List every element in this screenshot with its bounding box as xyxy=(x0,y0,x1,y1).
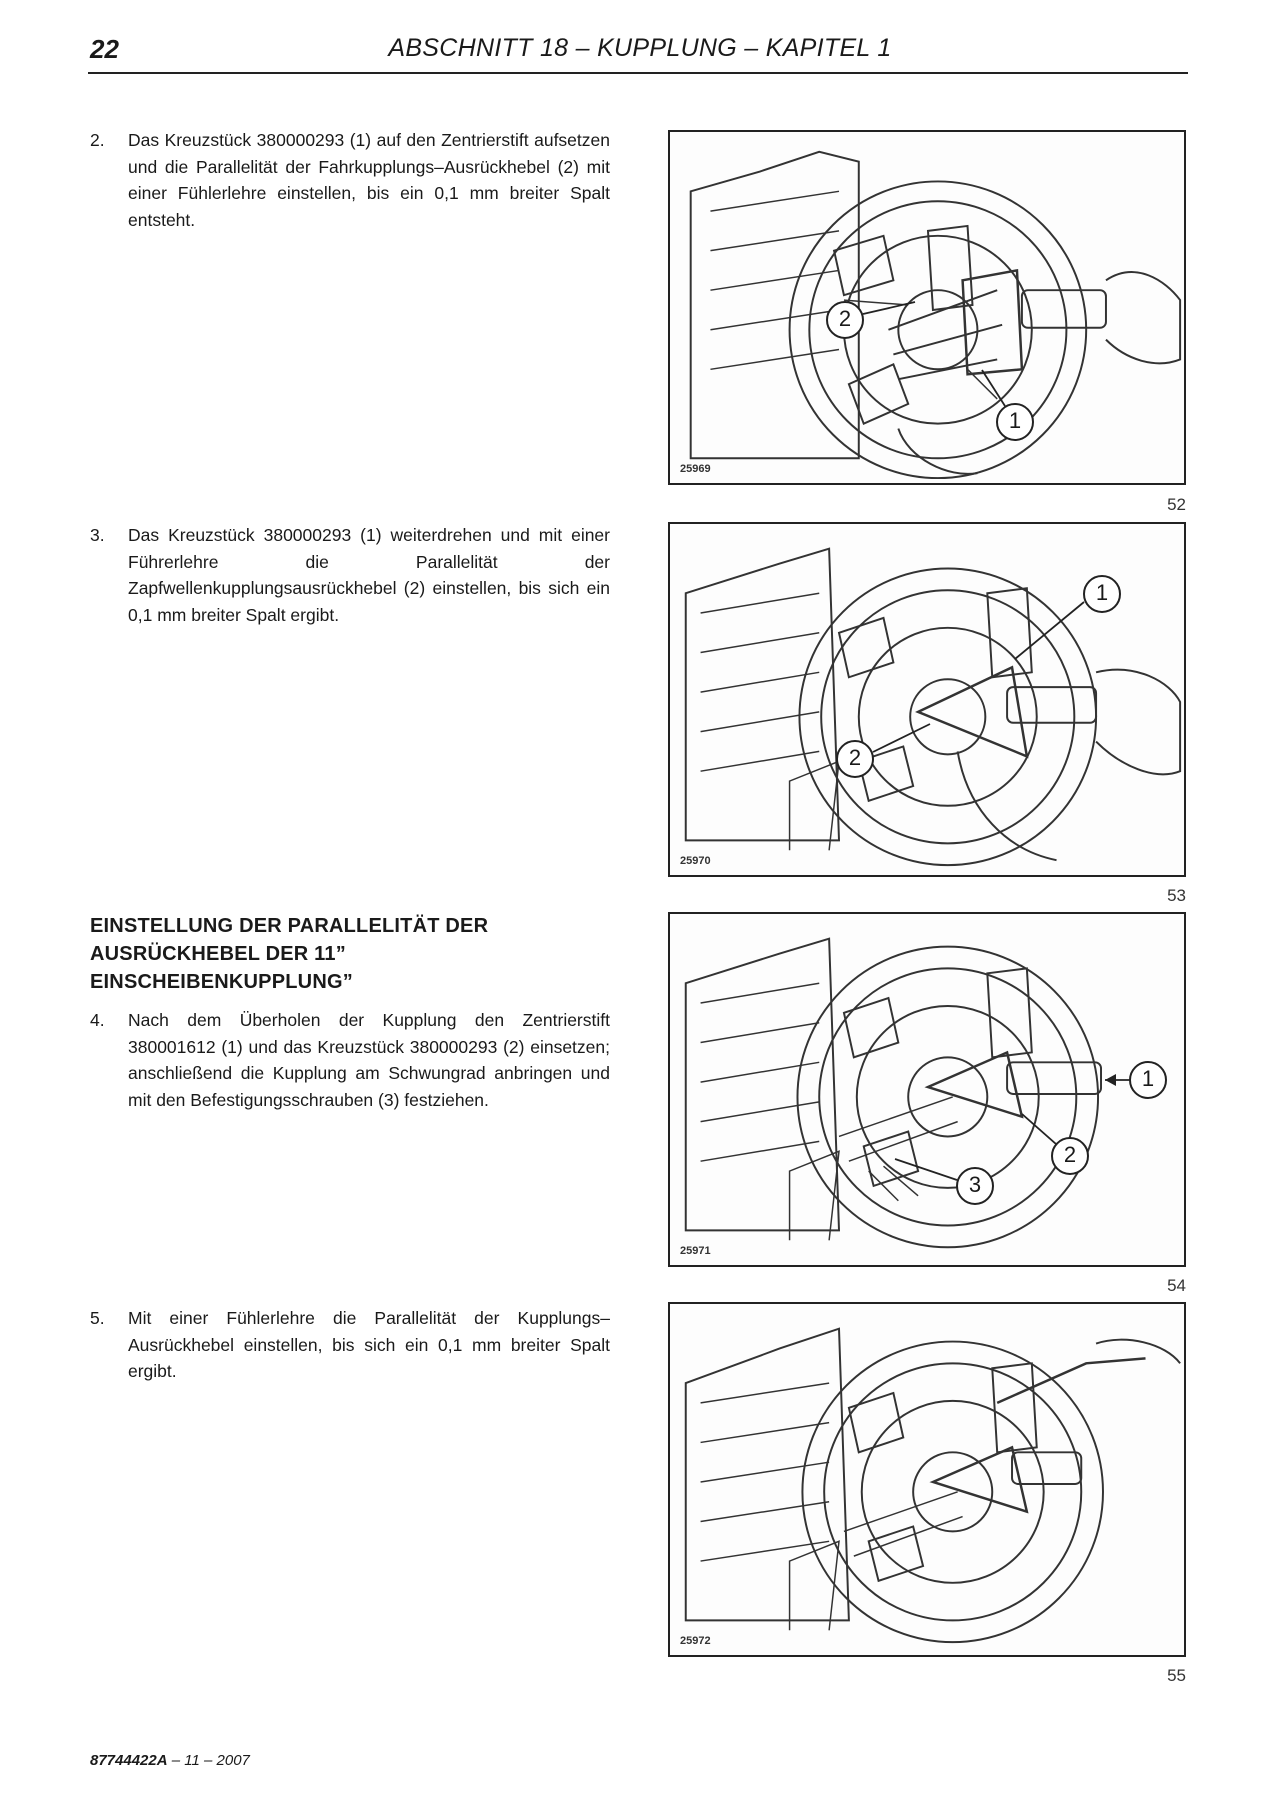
callout-label: 2 xyxy=(848,745,862,770)
figure-number: 55 xyxy=(1167,1666,1186,1685)
page-title: ABSCHNITT 18 – KUPPLUNG – KAPITEL 1 xyxy=(388,34,892,62)
figure-number: 52 xyxy=(1167,495,1186,514)
callout-layer xyxy=(670,132,1186,485)
callout-layer xyxy=(670,524,1186,877)
figure-id: 25972 xyxy=(680,1635,711,1647)
figure-52 xyxy=(668,130,1186,485)
clutch-illustration xyxy=(670,1304,1184,1655)
step-text: Mit einer Fühlerlehre die Parallelität der Kupplungs–Ausrückhebel einstellen, bis sich ein 0,1 mm breiter Spalt ergibt. xyxy=(128,1308,610,1381)
callout-label: 3 xyxy=(968,1172,982,1197)
step-number: 2. xyxy=(90,130,105,150)
step-text: Das Kreuzstück 380000293 (1) auf den Zentrierstift aufsetzen und die Parallelität der Fahrkupplungs–Ausrückhebel (2) mit einer Fühlerlehre einstellen, bis ein 0,1 mm breiter Spalt entsteht. xyxy=(128,130,610,230)
callout-label: 1 xyxy=(1008,408,1022,433)
figure-number: 54 xyxy=(1167,1276,1186,1295)
callout-label: 2 xyxy=(838,306,852,331)
step-text: Nach dem Überholen der Kupplung den Zentrierstift 380001612 (1) und das Kreuzstück 380000293 (2) einsetzen; anschließend die Kupplung am Schwungrad anbringen und mit den Befestigungsschrauben (3) festziehen. xyxy=(128,1010,610,1110)
page-number: 22 xyxy=(90,34,119,64)
callout-label: 1 xyxy=(1095,580,1109,605)
callout-layer xyxy=(670,914,1186,1267)
footer xyxy=(90,1752,250,1769)
figure-id: 25971 xyxy=(680,1245,711,1257)
doc-date: – 11 – 2007 xyxy=(167,1752,250,1769)
step-text: Das Kreuzstück 380000293 (1) weiterdrehen und mit einer Führerlehre die Parallelität der Zapfwellenkupplungsausrückhebel (2) einstellen, bis sich ein 0,1 mm breiter Spalt ergibt. xyxy=(128,525,610,625)
step-3 xyxy=(90,522,610,628)
section-heading-line: AUSRÜCKHEBEL DER 11” xyxy=(90,943,346,965)
section-heading xyxy=(90,912,610,996)
figure-number: 53 xyxy=(1167,886,1186,905)
header-rule xyxy=(88,72,1188,74)
step-5 xyxy=(90,1305,610,1385)
step-2 xyxy=(90,127,610,233)
step-number: 3. xyxy=(90,525,105,545)
doc-code: 87744422A xyxy=(90,1752,168,1769)
figure-55 xyxy=(668,1302,1186,1657)
step-number: 5. xyxy=(90,1308,105,1328)
figure-id: 25970 xyxy=(680,855,711,867)
step-4 xyxy=(90,1007,610,1113)
step-number: 4. xyxy=(90,1010,105,1030)
section-heading-line: EINSCHEIBENKUPPLUNG” xyxy=(90,971,353,993)
figure-id: 25969 xyxy=(680,463,711,475)
section-heading-line: EINSTELLUNG DER PARALLELITÄT DER xyxy=(90,915,489,937)
figure-54 xyxy=(668,912,1186,1267)
figure-53 xyxy=(668,522,1186,877)
callout-label: 1 xyxy=(1141,1066,1155,1091)
callout-label: 2 xyxy=(1063,1142,1077,1167)
